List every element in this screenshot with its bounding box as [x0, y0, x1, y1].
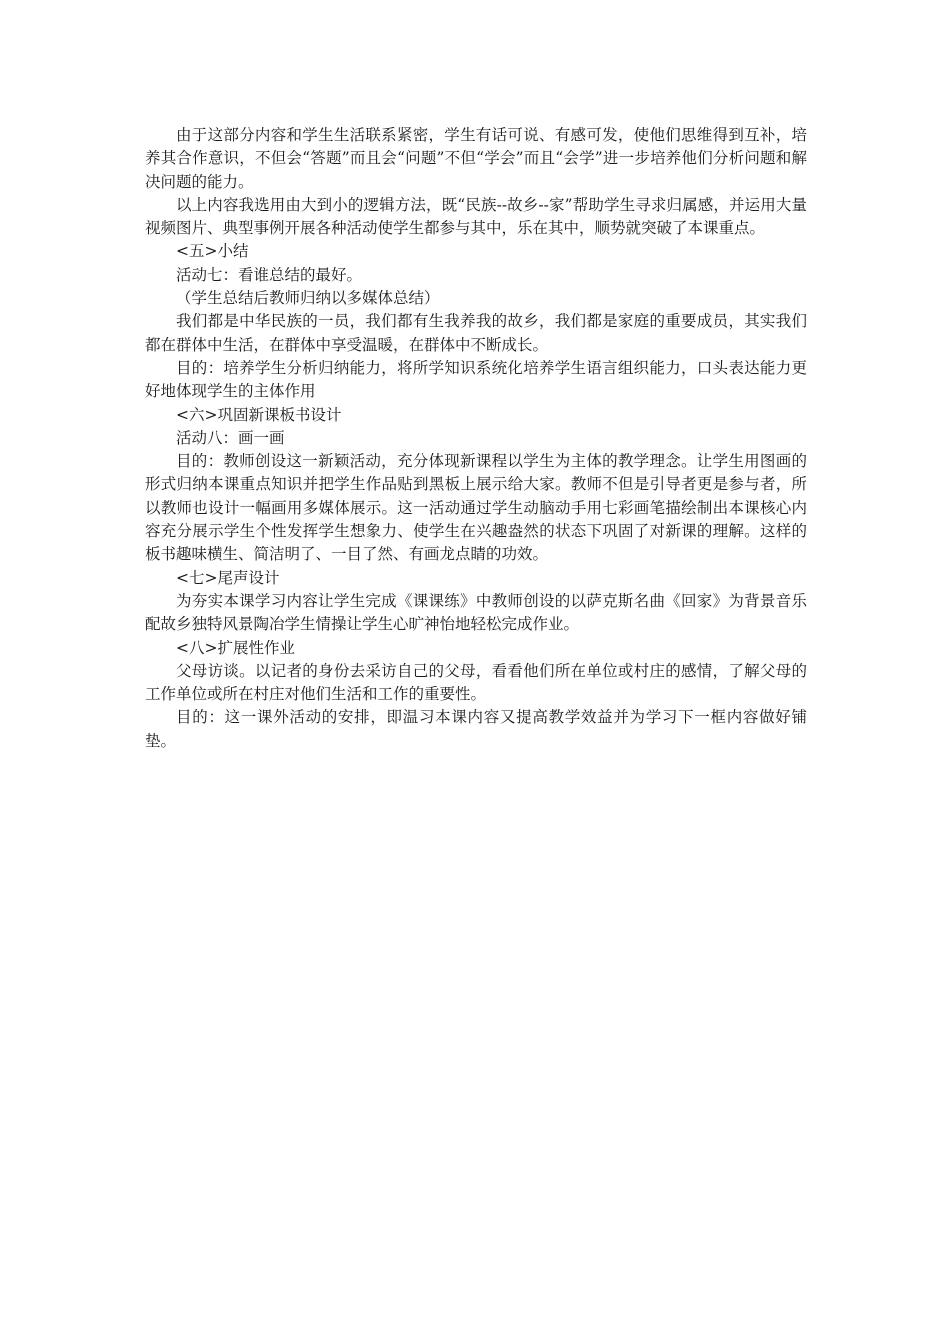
- paragraph-homework-purpose: 目的：这一课外活动的安排，即温习本课内容又提高教学效益并为学习下一框内容做好铺垫。: [145, 708, 807, 750]
- document-body: [145, 124, 807, 753]
- section-heading-ending-design: <七>尾声设计: [176, 568, 280, 587]
- section-heading-board-design: <六>巩固新课板书设计: [176, 405, 342, 424]
- paragraph-activity-eight-purpose: 目的：教师创设这一新颖活动，充分体现新课程以学生为主体的教学理念。让学生用图画的形式归纳本课重点知识并把学生作品贴到黑板上展示给大家。教师不但是引导者更是参与者，所以教师也设计一幅画用多媒体展示。这一活动通过学生动脑动手用七彩画笔描绘制出本课核心内容充分展示学生个性发挥学生想象力、使学生在兴趣盎然的状态下巩固了对新课的理解。这样的板书趣味横生、简洁明了、一目了然、有画龙点睛的功效。: [145, 452, 807, 564]
- paragraph-activity-seven: 活动七：看谁总结的最好。: [176, 265, 363, 284]
- section-heading-summary: <五>小结: [176, 242, 249, 261]
- paragraph-logic-method: 以上内容我选用由大到小的逻辑方法，既“民族--故乡--家”帮助学生寻求归属感，并运用大量视频图片、典型事例开展各种活动使学生都参与其中，乐在其中，顺势就突破了本课重点。: [145, 195, 807, 238]
- paragraph-parent-interview: 父母访谈。以记者的身份去采访自己的父母，看看他们所在单位或村庄的感情，了解父母的工作单位或所在村庄对他们生活和工作的重要性。: [145, 661, 807, 704]
- paragraph-activity-eight: 活动八：画一画: [176, 428, 285, 447]
- paragraph-summary-purpose: 目的：培养学生分析归纳能力，将所学知识系统化培养学生语言组织能力，口头表达能力更好地体现学生的主体作用: [145, 358, 807, 401]
- section-heading-extended-homework: <八>扩展性作业: [176, 638, 295, 657]
- paragraph-ending-content: 为夯实本课学习内容让学生完成《课课练》中教师创设的以萨克斯名曲《回家》为背景音乐配故乡独特风景陶冶学生情操让学生心旷神怡地轻松完成作业。: [145, 591, 807, 634]
- paragraph-activity-seven-note: （学生总结后教师归纳以多媒体总结）: [176, 289, 440, 308]
- paragraph-discussion-benefits: 由于这部分内容和学生生活联系紧密，学生有话可说、有感可发，使他们思维得到互补，培养其合作意识，不但会“答题”而且会“问题”不但“学会”而且“会学”进一步培养他们分析问题和解决问题的能力。: [145, 126, 807, 191]
- paragraph-summary-content: 我们都是中华民族的一员，我们都有生我养我的故乡，我们都是家庭的重要成员，其实我们都在群体中生活，在群体中享受温暖，在群体中不断成长。: [145, 312, 807, 354]
